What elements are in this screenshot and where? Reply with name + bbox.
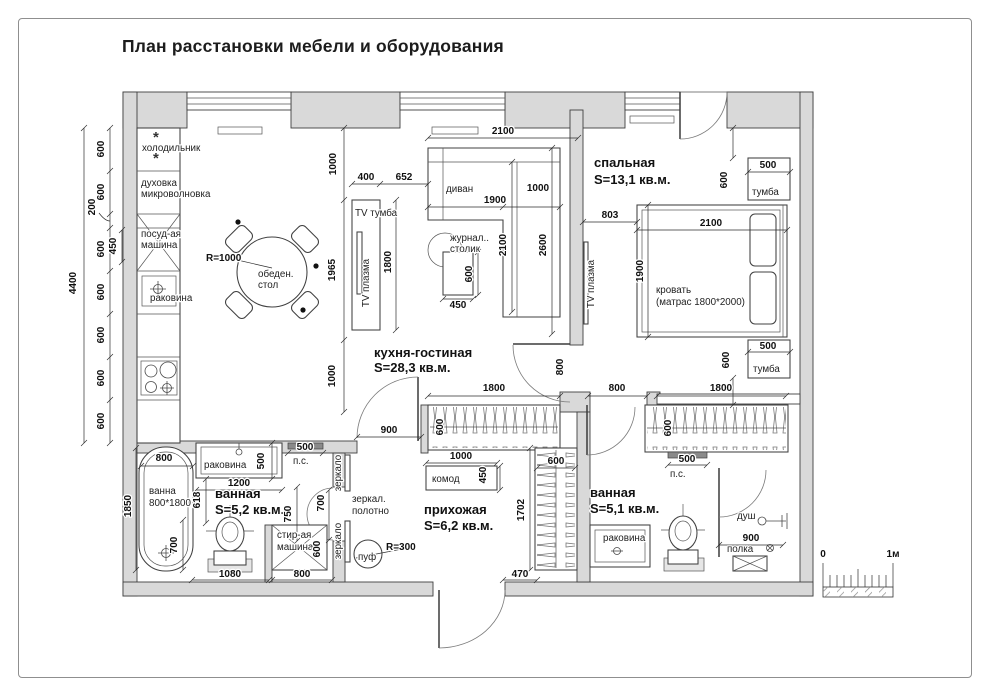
dim-600: 600 xyxy=(96,412,107,430)
dim-600: 600 xyxy=(312,540,323,558)
dim-1800: 1800 xyxy=(383,250,394,274)
dim-1900: 1900 xyxy=(635,259,646,283)
dim-750: 750 xyxy=(283,505,294,523)
dim-652: 652 xyxy=(395,172,413,183)
dim-800: 800 xyxy=(293,569,311,580)
label-dishwasher-2: машина xyxy=(141,240,178,251)
label-dishwasher-1: посуд-ая xyxy=(141,229,181,240)
door-balcony xyxy=(680,92,727,139)
label-dining-table-1: обеден. xyxy=(258,269,294,280)
dim-2100: 2100 xyxy=(498,233,509,257)
dim-700: 700 xyxy=(316,494,327,512)
scale-bar xyxy=(823,563,893,597)
dim-1000: 1000 xyxy=(526,183,550,194)
dim-2100: 2100 xyxy=(699,218,723,229)
label-shower: душ xyxy=(737,511,756,522)
room-bedroom-name: спальная xyxy=(594,155,656,170)
label-microwave: микроволновка xyxy=(141,189,211,200)
dim-500: 500 xyxy=(678,454,696,465)
dim-450: 450 xyxy=(478,466,489,484)
label-fridge: холодильник xyxy=(142,143,201,154)
dim-450: 450 xyxy=(108,237,119,255)
kitchen-units xyxy=(137,128,180,443)
wall-bottom-left xyxy=(123,582,433,596)
label-nightstand-1: тумба xyxy=(752,187,779,198)
wall-hall-door-jamb xyxy=(421,405,428,453)
dim-800: 800 xyxy=(555,358,566,376)
shower-shelf xyxy=(733,556,767,571)
scale-zero: 0 xyxy=(820,549,826,560)
label-oven: духовка xyxy=(141,178,178,189)
label-dresser: комод xyxy=(432,474,460,485)
dim-600: 600 xyxy=(547,456,565,467)
dim-600: 600 xyxy=(721,351,732,369)
dim-800: 800 xyxy=(155,453,173,464)
dim-600: 600 xyxy=(96,183,107,201)
wall-bottom-right xyxy=(505,582,813,596)
dim-500: 500 xyxy=(256,452,267,470)
label-coffee-table-1: журнал.. xyxy=(450,233,489,244)
label-kitchen-sink: раковина xyxy=(150,293,193,304)
dim-1200: 1200 xyxy=(227,478,251,489)
room-bedroom-area: S=13,1 кв.м. xyxy=(594,172,671,187)
label-bath2-sink: раковина xyxy=(603,533,646,544)
room-bathroom2-name: ванная xyxy=(590,485,636,500)
dim-table-radius: R=1000 xyxy=(206,253,242,264)
dim-600: 600 xyxy=(96,326,107,344)
window xyxy=(400,92,505,110)
wall-pier xyxy=(505,92,625,128)
radiator xyxy=(432,127,478,134)
dim-2100: 2100 xyxy=(491,126,515,137)
label-bed-2: (матрас 1800*2000) xyxy=(656,297,745,308)
dim-900: 900 xyxy=(742,533,760,544)
bath2-sink xyxy=(590,525,650,567)
snowflake-icon: * xyxy=(153,129,159,146)
label-nightstand-2: тумба xyxy=(753,364,780,375)
label-mirror-panel-1: зеркал. xyxy=(352,494,386,505)
dim-1080: 1080 xyxy=(218,569,242,580)
dim-600: 600 xyxy=(96,140,107,158)
dim-700: 700 xyxy=(169,536,180,554)
scale-one: 1м xyxy=(886,549,900,560)
dim-1000: 1000 xyxy=(328,152,339,176)
kitchen-counter xyxy=(137,128,180,443)
dim-450: 450 xyxy=(449,300,467,311)
mirror-strip xyxy=(345,521,350,562)
dim-4400: 4400 xyxy=(68,271,79,295)
label-washer-2: машина xyxy=(277,542,314,553)
pillow xyxy=(750,214,776,266)
label-mirror-1: зеркало xyxy=(333,454,344,492)
label-tv-plasma-bedroom: TV плазма xyxy=(586,259,597,309)
dim-470: 470 xyxy=(511,569,529,580)
label-bath1-sink: раковина xyxy=(204,460,247,471)
wall-washer-niche xyxy=(265,525,272,582)
dim-1000: 1000 xyxy=(449,451,473,462)
dim-600: 600 xyxy=(663,419,674,437)
dim-600: 600 xyxy=(719,171,730,189)
valve-icon xyxy=(767,545,774,552)
dim-1000: 1000 xyxy=(327,364,338,388)
label-mirror-2: зеркало xyxy=(333,522,344,560)
toilet-2 xyxy=(661,504,705,571)
label-dining-table-2: стол xyxy=(258,280,279,291)
shower-head-icon xyxy=(758,513,787,529)
label-shelf: полка xyxy=(727,544,754,555)
wall-right xyxy=(800,92,813,596)
room-kitchen-living-area: S=28,3 кв.м. xyxy=(374,360,451,375)
label-mirror-panel-2: полотно xyxy=(352,506,389,517)
dim-400: 400 xyxy=(357,172,375,183)
dim-600: 600 xyxy=(96,283,107,301)
label-bathtub-1: ванна xyxy=(149,486,176,497)
snowflake-icon: * xyxy=(153,150,159,167)
label-washer-1: стир-ая xyxy=(277,530,312,541)
label-bed-1: кровать xyxy=(656,285,692,296)
wall-living-bedroom xyxy=(570,110,583,345)
door-entrance xyxy=(439,590,505,648)
dim-600: 600 xyxy=(464,265,475,283)
mirror-strip xyxy=(345,455,350,491)
dim-2600: 2600 xyxy=(538,233,549,257)
dim-803: 803 xyxy=(601,210,619,221)
dim-900: 900 xyxy=(380,425,398,436)
wall-pier xyxy=(291,92,400,128)
dim-618: 618 xyxy=(192,491,203,509)
dim-800: 800 xyxy=(608,383,626,394)
window xyxy=(625,92,680,110)
dim-500: 500 xyxy=(759,160,777,171)
room-kitchen-living-name: кухня-гостиная xyxy=(374,345,473,360)
label-towel-dryer-2: п.с. xyxy=(670,469,686,480)
wardrobe-living xyxy=(428,405,560,450)
window xyxy=(187,92,291,110)
room-hallway-area: S=6,2 кв.м. xyxy=(424,518,494,533)
dim-500: 500 xyxy=(296,442,314,453)
dim-1965: 1965 xyxy=(327,258,338,282)
page-title: План расстановки мебели и оборудования xyxy=(122,36,504,56)
dim-500: 500 xyxy=(759,341,777,352)
radiator xyxy=(218,127,262,134)
dim-1702: 1702 xyxy=(516,498,527,522)
label-sofa: диван xyxy=(446,184,474,195)
room-bathroom1-area: S=5,2 кв.м. xyxy=(215,502,285,517)
wall-left xyxy=(123,92,137,596)
dim-600: 600 xyxy=(435,418,446,436)
dim-1850: 1850 xyxy=(123,494,134,518)
label-bathtub-2: 800*1800 xyxy=(149,498,191,509)
pillow xyxy=(750,272,776,324)
room-bathroom2-area: S=5,1 кв.м. xyxy=(590,501,660,516)
dim-pouf-radius: R=300 xyxy=(386,542,416,553)
dim-200: 200 xyxy=(87,198,98,216)
radiator xyxy=(630,116,674,123)
label-towel-dryer-1: п.с. xyxy=(293,456,309,467)
label-tv-stand: TV тумба xyxy=(355,208,398,219)
label-pouf: пуф xyxy=(358,552,377,563)
dim-1800: 1800 xyxy=(482,383,506,394)
wall-wardrobe-back xyxy=(657,394,800,404)
label-coffee-table-2: столик xyxy=(450,244,480,255)
door-bedroom-bath2 xyxy=(587,405,635,455)
dim-1800: 1800 xyxy=(709,383,733,394)
dim-600: 600 xyxy=(96,240,107,258)
dim-1900: 1900 xyxy=(483,195,507,206)
wall-hall-bath2 xyxy=(577,412,590,582)
room-bathroom1-name: ванная xyxy=(215,486,261,501)
label-tv-plasma-living: TV плазма xyxy=(361,258,372,308)
windows xyxy=(187,92,727,134)
room-hallway-name: прихожая xyxy=(424,502,487,517)
dim-600: 600 xyxy=(96,369,107,387)
